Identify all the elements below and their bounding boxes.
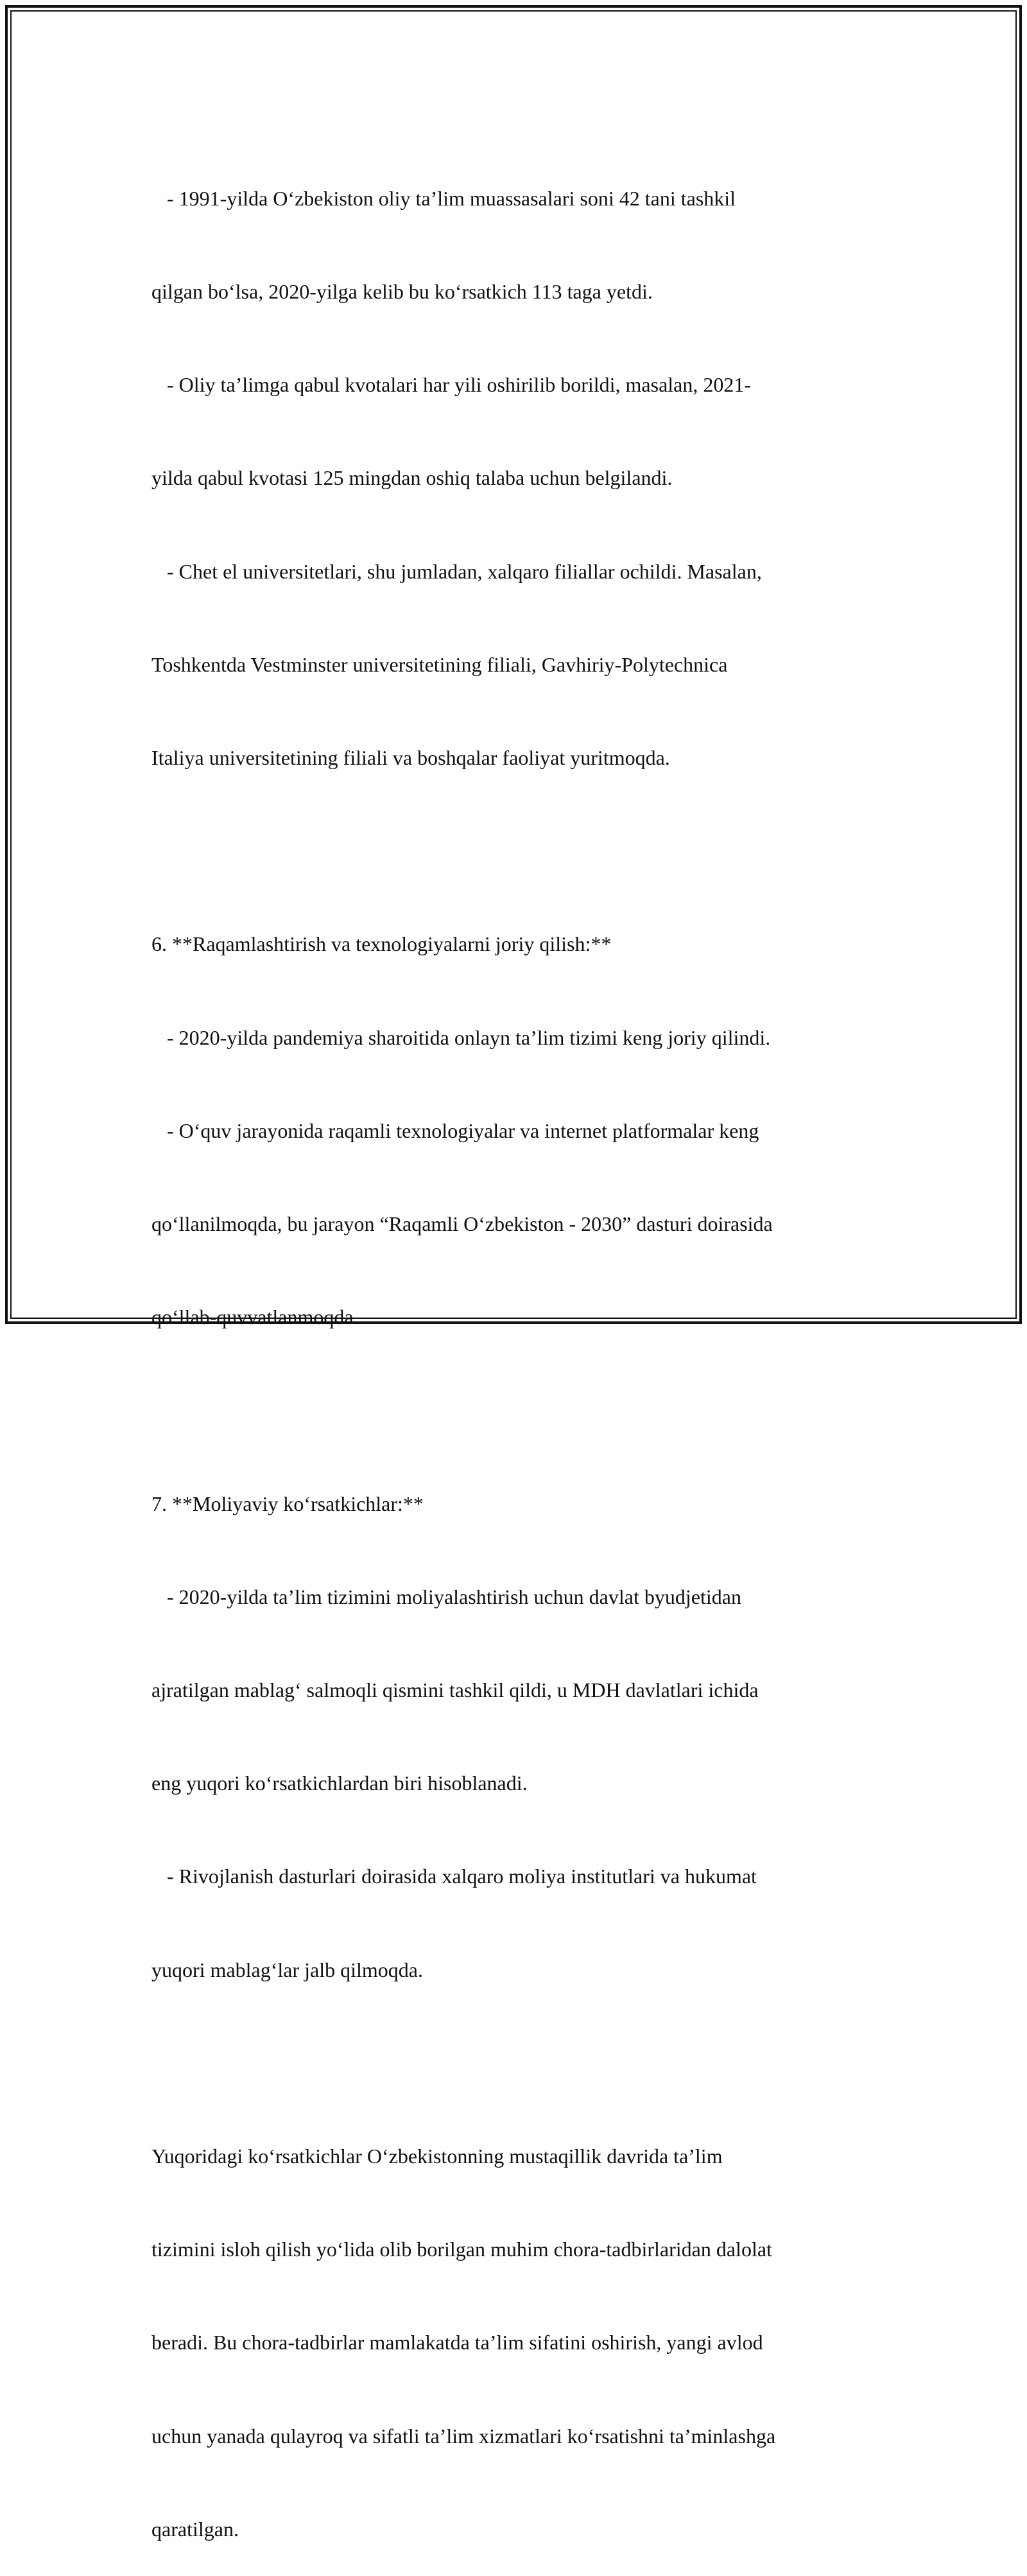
text-line: qilgan bo‘lsa, 2020-yilga kelib bu ko‘rsatkich 113 taga yetdi. [151, 280, 653, 304]
text-line: Toshkentda Vestminster universitetining filiali, Gavhiriy-Polytechnica [151, 652, 728, 676]
text-line: - 2020-yilda pandemiya sharoitida onlayn ta’lim tizimi keng joriy qilindi. [151, 1025, 771, 1049]
text-line: - Rivojlanish dasturlari doirasida xalqaro moliya institutlari va hukumat [151, 1865, 757, 1888]
conclusion-line: qaratilgan. [151, 2517, 239, 2541]
document-body [151, 121, 890, 2576]
conclusion-line: beradi. Bu chora-tadbirlar mamlakatda ta’lim sifatini oshirish, yangi avlod [151, 2331, 763, 2354]
paragraph-spacer [151, 2048, 890, 2078]
text-line: eng yuqori ko‘rsatkichlardan biri hisoblanadi. [151, 1771, 528, 1795]
text-line: qo‘llab-quvvatlanmoqda. [151, 1305, 359, 1329]
paragraph-spacer [151, 835, 890, 866]
conclusion-line: uchun yanada qulayroq va sifatli ta’lim xizmatlari ko‘rsatishni ta’minlashga [151, 2424, 776, 2448]
text-line: yilda qabul kvotasi 125 mingdan oshiq talaba uchun belgilandi. [151, 466, 673, 490]
text-line: qo‘llanilmoqda, bu jarayon “Raqamli O‘zbekiston - 2030” dasturi doirasida [151, 1212, 773, 1236]
text-line: - Chet el universitetlari, shu jumladan, xalqaro filiallar ochildi. Masalan, [151, 559, 762, 583]
text-line: - 1991-yilda O‘zbekiston oliy ta’lim muassasalari soni 42 tani tashkil [151, 186, 736, 210]
conclusion-line: Yuqoridagi ko‘rsatkichlar O‘zbekistonning mustaqillik davrida ta’lim [151, 2145, 723, 2168]
text-line: - Oliy ta’limga qabul kvotalari har yili oshirilib borildi, masalan, 2021- [151, 373, 752, 397]
text-line: Italiya universitetining filiali va boshqalar faoliyat yuritmoqda. [151, 746, 670, 770]
section-heading-7: 7. **Moliyaviy ko‘rsatkichlar:** [151, 1492, 424, 1515]
section-heading-6: 6. **Raqamlashtirish va texnologiyalarni joriy qilish:** [151, 932, 612, 956]
text-line: - 2020-yilda ta’lim tizimini moliyalashtirish uchun davlat byudjetidan [151, 1585, 741, 1608]
text-line: ajratilgan mablag‘ salmoqli qismini tashkil qildi, u MDH davlatlari ichida [151, 1678, 759, 1702]
conclusion-line: tizimini isloh qilish yo‘lida olib borilgan muhim chora-tadbirlaridan dalolat [151, 2238, 772, 2261]
text-line: - O‘quv jarayonida raqamli texnologiyalar va internet platformalar keng [151, 1118, 759, 1142]
paragraph-spacer [151, 1395, 890, 1425]
text-line: yuqori mablag‘lar jalb qilmoqda. [151, 1958, 423, 1981]
